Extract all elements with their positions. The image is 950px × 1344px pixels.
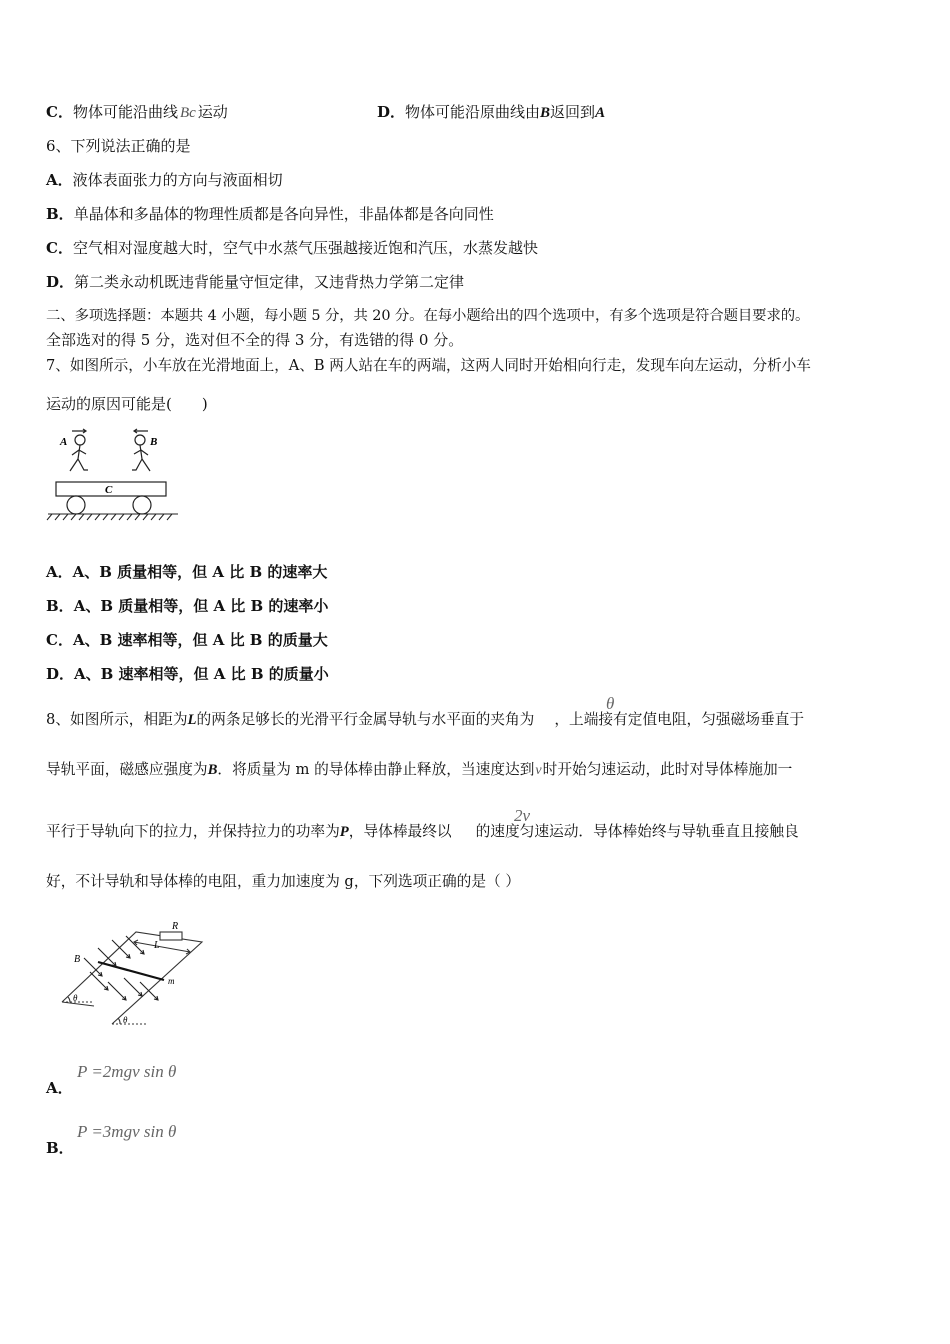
q8-option-a-letter: A． [46,1079,73,1097]
q8-theta-symbol: θ [606,694,615,713]
q8-option-a-formula: P =2mgv sin θ [77,1062,177,1081]
q8-option-b-formula: P =3mgv sin θ [77,1122,177,1141]
q6-option-c: C．空气相对湿度越大时，空气中水蒸气压强越接近饱和汽压，水蒸发越快 [46,239,538,257]
label-c: C [105,484,113,496]
section2-line1: 二、多项选择题：本题共 4 小题，每小题 5 分，共 20 分。在每小题给出的四个选项中，有多个选项是符合题目要求的。 [46,308,810,324]
q7-stem-line1: 7、如图所示，小车放在光滑地面上，A、B 两人站在车的两端，这两人同时开始相向行走，发现车向左运动，分析小车 [46,357,811,374]
q6-stem: 6、下列说法正确的是 [46,137,191,155]
cart-wheel-right [133,496,151,514]
q7-option-c: C．A、B 速率相等，但 A 比 B 的质量大 [46,631,328,649]
label-m: m [168,976,175,986]
q7-option-d: D．A、B 速率相等，但 A 比 B 的质量小 [46,665,329,683]
q8-two-v-symbol: 2v [514,806,531,825]
q5-option-d: D．物体可能沿原曲线由B返回到A [377,103,606,121]
q8-option-b-letter: B． [46,1139,74,1157]
q7-cart-figure [44,424,184,522]
label-theta-2: θ [123,1015,128,1025]
q6-option-b: B．单晶体和多晶体的物理性质都是各向异性，非晶体都是各向同性 [46,205,494,223]
q7-stem-line2: 运动的原因可能是( ) [46,395,208,413]
label-theta-1: θ [73,993,78,1003]
conductor-rod [98,962,164,980]
label-r: R [172,921,179,932]
q8-stem-line1: 8、如图所示，相距为L的两条足够长的光滑平行金属导轨与水平面的夹角为 ，上端接有定值电阻，匀强磁场垂直于 [46,711,805,728]
q7-option-a: A．A、B 质量相等，但 A 比 B 的速率大 [46,563,328,581]
section2-line2: 全部选对的得 5 分，选对但不全的得 3 分，有选错的得 0 分。 [46,331,464,349]
rail-outer [62,932,202,1024]
resistor [160,932,182,940]
q5-option-c: C．物体可能沿曲线 Bc 运动 [46,103,228,121]
q8-stem-line4: 好，不计导轨和导体棒的电阻，重力加速度为 g，下列选项正确的是（ ） [46,873,521,890]
label-b: B [74,954,81,965]
rail-inner [62,1002,94,1006]
cart-wheel-left [67,496,85,514]
ground [47,514,178,520]
q8-stem-line3: 平行于导轨向下的拉力，并保持拉力的功率为P，导体棒最终以 的速度匀速运动．导体棒始终与导轨垂直且接触良 [46,823,799,840]
q7-option-b: B．A、B 质量相等，但 A 比 B 的速率小 [46,597,329,615]
label-b: B [150,436,158,448]
label-l: L [154,940,160,951]
q6-option-a: A．液体表面张力的方向与液面相切 [46,171,283,189]
q6-option-d: D．第二类永动机既违背能量守恒定律，又违背热力学第二定律 [46,273,465,291]
q8-rail-figure [54,912,206,1032]
label-a: A [60,436,68,448]
person-b-icon [132,429,150,471]
person-a-icon [70,429,88,471]
q8-stem-line2: 导轨平面，磁感应强度为B．将质量为 m 的导体棒由静止释放，当速度达到v时开始匀速运动，此时对导体棒施加一 [46,761,793,778]
